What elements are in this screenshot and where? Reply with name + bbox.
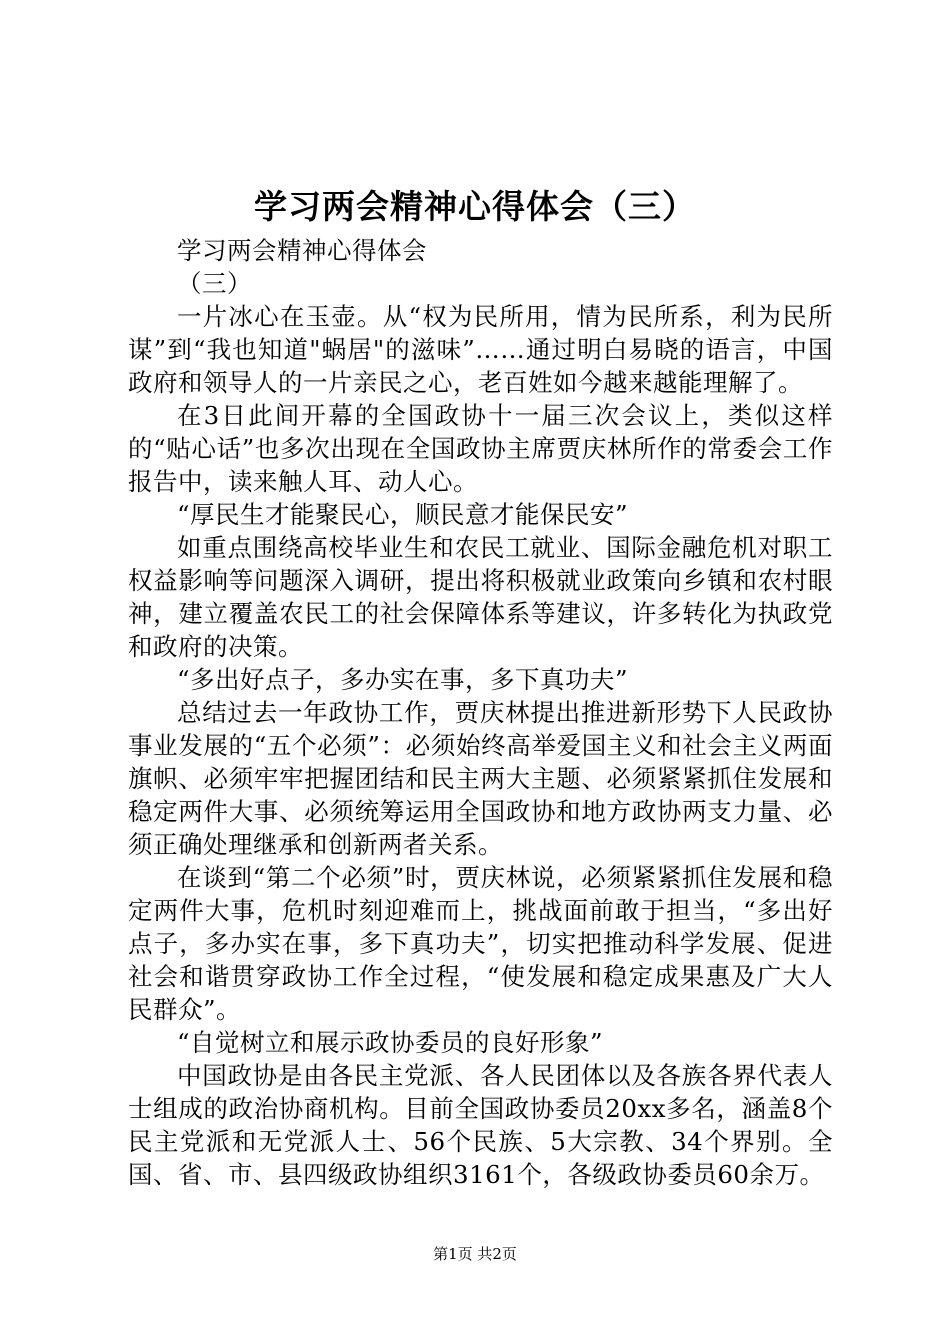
paragraph: 中国政协是由各民主党派、各人民团体以及各族各界代表人士组成的政治协商机构。目前全国政协委员20xx多名，涵盖8个民主党派和无党派人士、56个民族、5大宗教、34个界别。全国、省、市、县四级政协组织3161个，各级政协委员60余万。 [128,1061,833,1189]
paragraph-subtitle-number: （三） [177,269,252,298]
section-heading: “厚民生才能聚民心，顺民意才能保民安” [177,500,629,529]
paragraph: 一片冰心在玉壶。从“权为民所用，情为民所系，利为民所谋”到“我也知道"蜗居"的滋味”……通过明白易晓的语言，中国政府和领导人的一片亲民之心，老百姓如今越来越能理解了。 [128,302,833,397]
section-heading: “自觉树立和展示政协委员的良好形象” [177,1028,604,1057]
paragraph: 在3日此间开幕的全国政协十一届三次会议上，类似这样的“贴心话”也多次出现在全国政协主席贾庆林所作的常委会工作报告中，读来触人耳、动人心。 [128,401,833,496]
page-footer: 第1页 共2页 [433,1245,517,1263]
paragraph-subtitle: 学习两会精神心得体会 [177,236,427,265]
document-body [128,234,833,1191]
document-title: 学习两会精神心得体会（三） [254,187,696,226]
paragraph: 总结过去一年政协工作，贾庆林提出推进新形势下人民政协事业发展的“五个必须”：必须始终高举爱国主义和社会主义两面旗帜、必须牢牢把握团结和民主两大主题、必须紧紧抓住发展和稳定两件大事、必须统筹运用全国政协和地方政协两支力量、必须正确处理继承和创新两者关系。 [128,698,833,859]
paragraph: 如重点围绕高校毕业生和农民工就业、国际金融危机对职工权益影响等问题深入调研，提出将积极就业政策向乡镇和农村眼神，建立覆盖农民工的社会保障体系等建议，许多转化为执政党和政府的决策。 [128,533,833,661]
section-heading: “多出好点子，多办实在事，多下真功夫” [177,665,629,694]
paragraph: 在谈到“第二个必须”时，贾庆林说，必须紧紧抓住发展和稳定两件大事，危机时刻迎难而上，挑战面前敢于担当，“多出好点子，多办实在事，多下真功夫”，切实把推动科学发展、促进社会和谐贯穿政协工作全过程，“使发展和稳定成果惠及广大人民群众”。 [128,863,833,1024]
